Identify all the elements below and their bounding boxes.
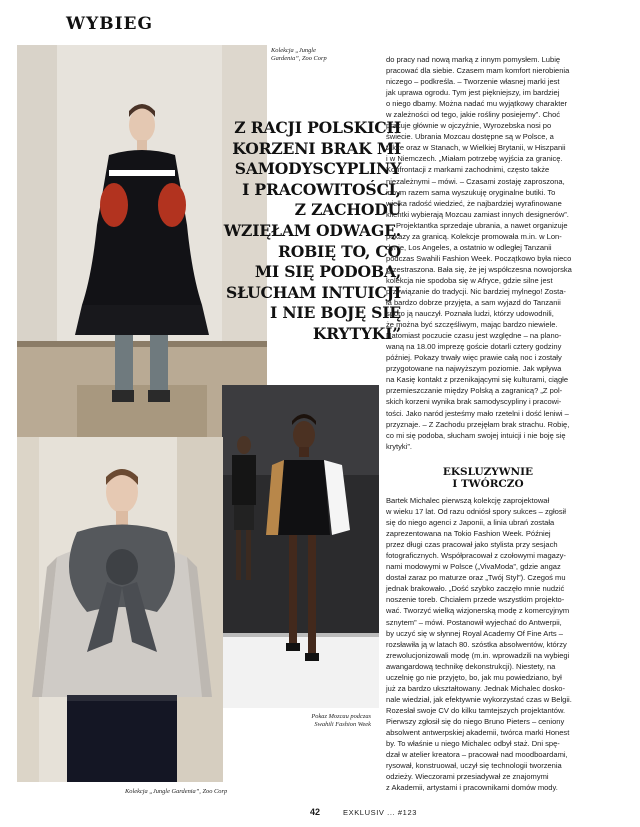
model-bow-blouse-illustration [17,437,223,782]
runway-photo [222,385,379,708]
bottom-photo-caption: Kolekcja „Jungle Gardenia”, Zoo Corp [125,788,228,795]
page-number: 42 [310,807,321,817]
bottom-fashion-photo [17,437,223,782]
section-subhead: EKSLUZYWNIE I TWÓRCZO [442,466,534,490]
article-column-top: do pracy nad nową marką z innym pomysłem. Lubię pracować dla siebie. Czasem mam komfort nierobienia niczego – podkreśla. – Tworzenie własnej marki jest jak uprawa ogrodu. Tym jest piękniejszy, im bardziej o niego dbamy. Można nadać mu wyjątkowy charakter w zależności od tego, jakie rośliny posiejemy”. Choć pracuje głównie w ojczyźnie, Wyrozebska nosi po świecie. Ubrania Mozcau dostępne są w Polsce, a także oraz w Stanach, w Wielkiej Brytanii, w Hiszpanii i w Niemczech. „Miałam potrzebę wyjścia za granicę. Konfrontacji z markami zachodnimi, często także niezależnymi – mówi. – Czasami zostaję zaproszona, innym razem sama wyszukuję oryginalne butiki. To wielka radość wiedzieć, że najbardziej wyrafinowane klientki wybierają Mozcau zamiast innych designerów”. Projektantka sprzedaje ubrania, a nawet organizuje pokazy za granicą. Kolekcje promowała m.in. w Lon- dynie, Los Angeles, a ostatnio w odległej Tanzanii podczas Swahili Fashion Week. Początkowo była nieco przestraszona. Bała się, że jej współczesna nowojorska kolekcja nie spodoba się w Afryce, gdzie silne jest przywiązanie do tradycji. Nic bardziej mylnego! Zosta- ła bardzo dobrze przyjęta, a sam wyjazd do Tanzanii sporo ją nauczył. Poznała ludzi, którzy udowodnili, że można być szczęśliwym, mając bardzo niewiele. Natomiast poczucie czasu jest względne – na plano- waną na 18.00 imprezę goście dotarli cztery godziny później. Pokazy trwały więc prawie całą noc i zostały przygotowane na najwyższym poziomie. Jak wpływa na Kasię kontakt z przenikającymi się kulturami, ciągłe przemieszczanie między Polską a zagranicą? „Z pol- skich korzeni wynika brak samodyscypliny i pracowi- tości. Jako naród jesteśmy mało rzetelni i dość leniwi – przyznaje. – Z Zachodu przejęłam brak strachu. Robię, co mi się podoba, słucham swojej intuicji i nie boję się krytyki”. [386,55,572,451]
article-column-bottom: Bartek Michalec pierwszą kolekcję zaprojektował w wieku 17 lat. Od razu odniósł spory sukces – zgłosił się do niego agenci z Japonii, a linia ubrań została zaprezentowana na Tokio Fashion Week. Później przez długi czas pracował jako stylista przy sesjach fotograficznych. Współpracował z czołowymi magazy- nami modowymi w Polsce („VivaModa”, gdzie angaz dostał zaraz po maturze oraz „Twój Styl”). Czegoś mu jednak brakowało. „Dość szybko zaczęło mnie nudzić noszenie toreb. Chciałem przede wszystkim projekto- wać. Tworzyć wielką wizjonerską modę z komercyjnym sznytem” – mówi. Postanowił wyjechać do Antwerpii, by uczyć się w słynnej Royal Academy Of Fine Arts – rozsławiła ją w latach 80. szóstka absolwentów, którzy zrewolucjonizowali modę (m.in. wprowadzili na wybiegi awangardową technikę dekonstrukcji). Niestety, na uczelnię go nie przyjęto, bo, jak mu powiedziano, był już za bardzo ukształtowany. Jednak Michalec dosko- nale wiedział, jak efektywnie wykorzystać czas w Belgii. Rozesłał swoje CV do kilku tamtejszych projektantów. Pierwszy zgłosił się do niego Bruno Pieters – ceniony absolwent antwerpskiej akademii, twórca marki Honest by. To właśnie u niego Michalec odbył staż. Dni spę- dzał w atelier kreatora – pracował nad moodboardami, rysował, konstruował, uczył się technologii tworzenia odzieży. Wieczorami przesiadywał ze znajomymi z Akademii, artystami i pracownikami domów mody. [386,496,572,793]
runway-models-illustration [222,385,379,708]
pull-quote: Z RACJI POLSKICH KORZENI BRAK MI SAMODYSCYPLINY I PRACOWITOŚCI, Z ZACHODU WZIĘŁAM ODWAGĘ. ROBIĘ TO, CO MI SIĘ PODOBA, SŁUCHAM INTUICJI I NIE BOJĘ SIĘ KRYTYKI” [223,118,401,343]
top-photo-caption: Kolekcja „Jungle Gardenia”, Zoo Corp [271,47,327,62]
section-label: WYBIEG [66,14,154,34]
runway-photo-caption: Pokaz Mozcau podczas Swahili Fashion Week [311,713,371,728]
magazine-issue: EXKLUSIV ... #123 [343,808,417,817]
